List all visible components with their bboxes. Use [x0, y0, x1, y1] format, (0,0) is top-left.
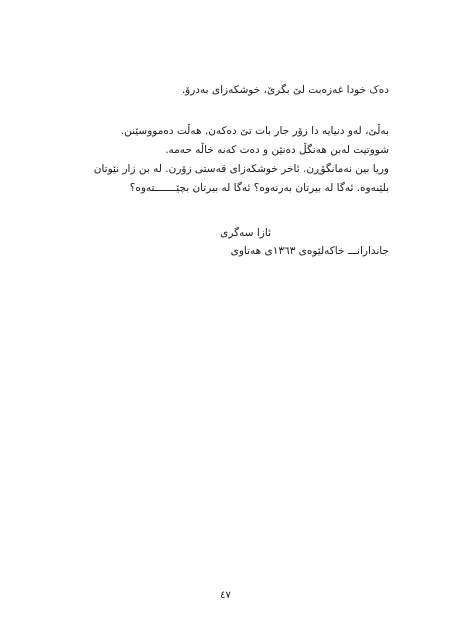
paragraph-line: بلێنەوە. ئەگا لە بیرتان بەرنەوە؟ ئەگا لە بیرتان بچێـــــــتەوە؟: [129, 182, 389, 194]
paragraph-line: وریا بین نەمانگۆڕن. ئاخر خوشکەزای قەستی زۆرن. لە بن زار نێوتان: [93, 163, 389, 175]
paragraph-line: شووتیت لەبن هەنگڵ دەنێن و دەت کەنە خاڵە حەمە.: [165, 144, 389, 156]
signature-name: ئازا سەگری: [220, 227, 271, 239]
signature-place-date: جاندارانـــ خاکەلێوەی ١٣٦٣ی هەتاوی: [230, 245, 389, 257]
paragraph-line: دەک خودا غەزەبت لێ بگرێ، خوشکەزای بەدرۆ.: [181, 84, 389, 96]
paragraph-line: بەڵێ، لەو دنیایە دا زۆر جار بات تێ دەکەن. هەڵت دەمووسێنن.: [120, 125, 389, 137]
page-number: ٤٧: [220, 590, 231, 601]
